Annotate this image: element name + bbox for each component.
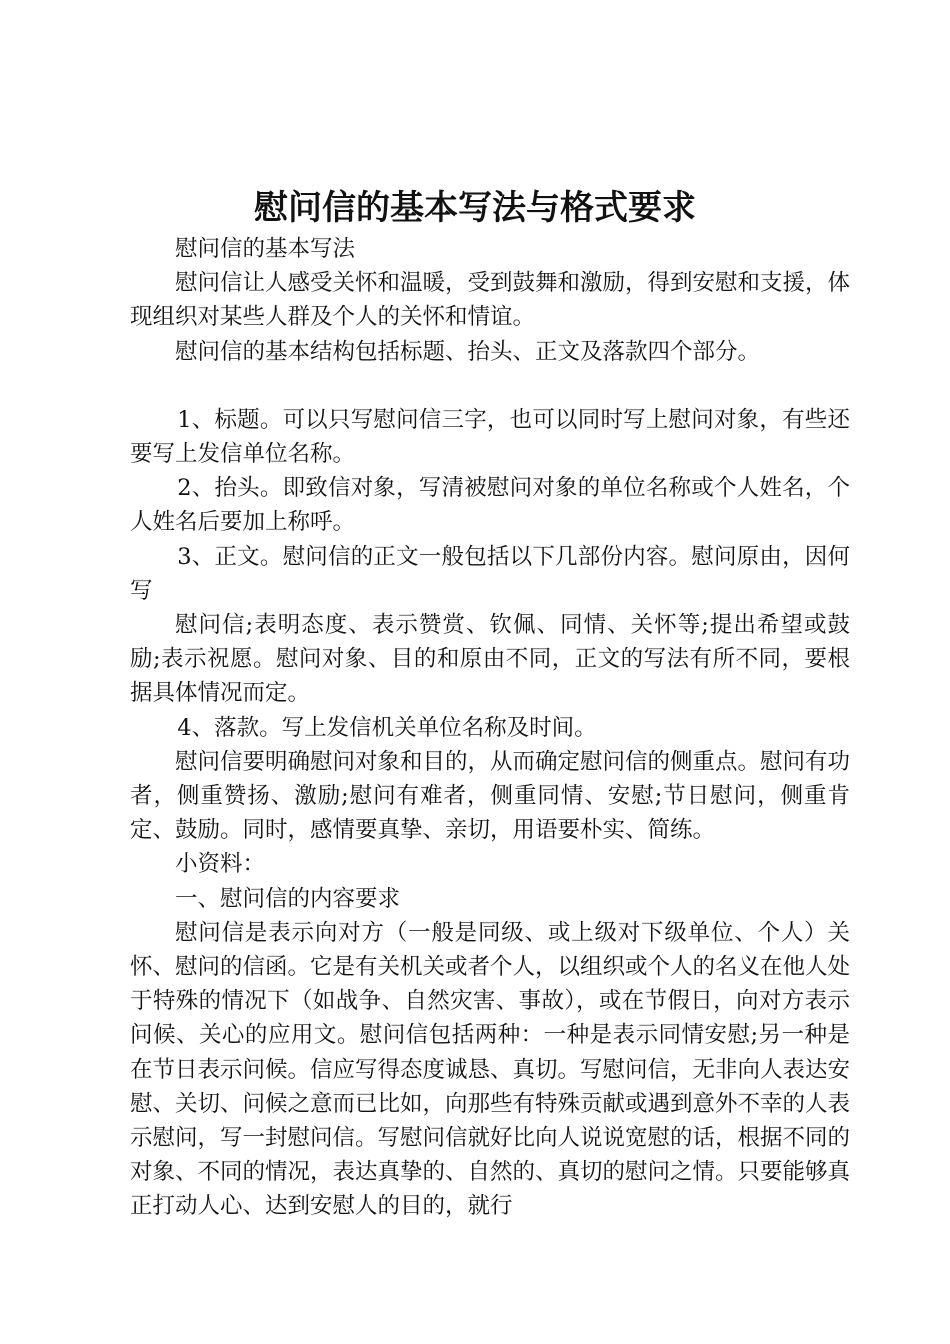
document-title: 慰问信的基本写法与格式要求: [254, 188, 696, 228]
section-heading-reference: 小资料：: [175, 851, 266, 878]
list-item-signature: 4、落款。写上发信机关单位名称及时间。: [177, 714, 597, 741]
section-heading-basic-writing: 慰问信的基本写法: [175, 236, 356, 262]
list-item-title: 1、标题。可以只写慰问信三字，也可以同时写上慰问对象，有些还要写上发信单位名称。: [130, 406, 850, 468]
document-body: [130, 232, 850, 1224]
list-item-body: 3、正文。慰问信的正文一般包括以下几部份内容。慰问原由，因何写: [130, 543, 850, 604]
paragraph-body-content: 慰问信;表明态度、表示赞赏、钦佩、同情、关怀等;提出希望或鼓励;表示祝愿。慰问对象、目的和原由不同，正文的写法有所不同，要根据具体情况而定。: [130, 612, 850, 707]
blank-line: [130, 369, 850, 403]
paragraph-focus: 慰问信要明确慰问对象和目的，从而确定慰问信的侧重点。慰问有功者，侧重赞扬、激励;慰问有难者，侧重同情、安慰;节日慰问，侧重肯定、鼓励。同时，感情要真挚、亲切，用语要朴实、简练。: [130, 748, 851, 844]
list-item-heading: 2、抬头。即致信对象，写清被慰问对象的单位名称或个人姓名，个人姓名后要加上称呼。: [130, 475, 850, 536]
section-heading-content-requirements: 一、慰问信的内容要求: [175, 885, 401, 912]
paragraph-content-requirements: 慰问信是表示向对方（一般是同级、或上级对下级单位、个人）关怀、慰问的信函。它是有关机关或者个人，以组织或个人的名义在他人处于特殊的情况下（如战争、自然灾害、事故），或在节假日，向对方表示问候、关心的应用文。慰问信包括两种：一种是表示同情安慰;另一种是在节日表示问候。信应写得态度诚恳、真切。写慰问信，无非向人表达安慰、关切、问候之意而已比如，向那些有特殊贡献或遇到意外不幸的人表示慰问，写一封慰问信。写慰问信就好比向人说说宽慰的话，根据不同的对象、不同的情况，表达真挚的、自然的、真切的慰问之情。只要能够真正打动人心、达到安慰人的目的，就行: [130, 919, 851, 1220]
paragraph-purpose: 慰问信让人感受关怀和温暖，受到鼓舞和激励，得到安慰和支援，体现组织对某些人群及个人的关怀和情谊。: [130, 270, 851, 331]
paragraph-structure: 慰问信的基本结构包括标题、抬头、正文及落款四个部分。: [175, 338, 761, 365]
